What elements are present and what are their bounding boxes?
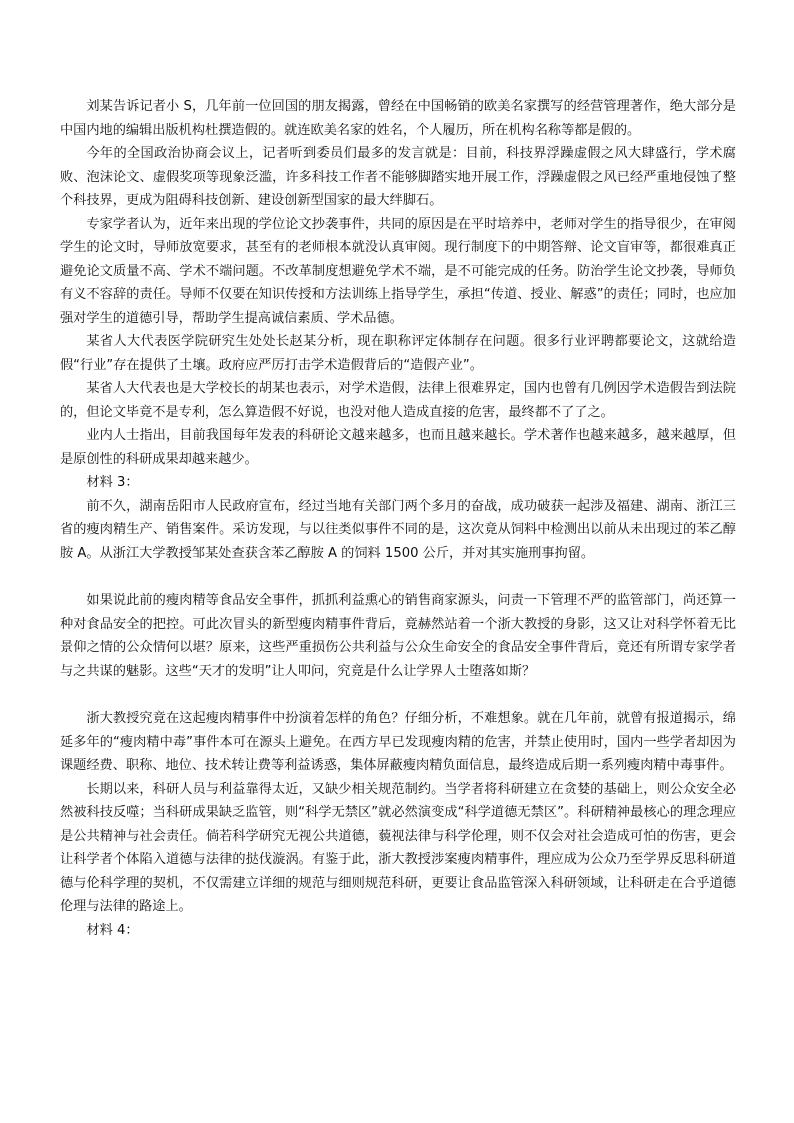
paragraph-food-safety: 如果说此前的瘦肉精等食品安全事件，抓抓利益熏心的销售商家源头，问责一下管理不严的监管部门，尚还算一种对食品安全的把控。可此次冒头的新型瘦肉精事件背后，竟赫然站着一个浙大教授的身影，这又让对科学怀着无比景仰之情的公众情何以堪？原来，这些严重损伤公共利益与公众生命安全的食品安全事件背后，竟还有所谓专家学者与之共谋的魅影。这些“天才的发明”让人叩问，究竟是什么让学界人士堕落如斯？ (60, 593, 736, 679)
paragraph-professor-role: 浙大教授究竟在这起瘦肉精事件中扮演着怎样的角色？仔细分析，不难想象。就在几年前，就曾有报道揭示，绵延多年的“瘦肉精中毒”事件本可在源头上避免。在西方早已发现瘦肉精的危害，并禁止使用时，国内一些学者却因为课题经费、职称、地位、技术转让费等利益诱惑，集体屏蔽瘦肉精负面信息，最终造成后期一系列瘦肉精中毒事件。 (60, 711, 736, 773)
paragraph-experts: 专家学者认为，近年来出现的学位论文抄袭事件，共同的原因是在平时培养中，老师对学生的指导很少，在审阅学生的论文时，导师放宽要求，甚至有的老师根本就没认真审阅。现行制度下的中期答辩、论文盲审等，都很难真正避免论文质量不高、学术不端问题。不改革制度想避免学术不端，是不可能完成的任务。防治学生论文抄袭，导师负有义不容辞的责任。导师不仅要在知识传授和方法训练上指导学生，承担“传道、授业、解惑”的责任；同时，也应加强对学生的道德引导，帮助学生提高诚信素质、学术品德。 (60, 216, 736, 326)
paragraph-zhao: 某省人大代表医学院研究生处处长赵某分析，现在职称评定体制存在问题。很多行业评聘都要论文，这就给造假“行业”存在提供了土壤。政府应严厉打击学术造假背后的“造假产业”。 (60, 334, 736, 373)
paragraph-yueyang-case: 前不久，湖南岳阳市人民政府宣布，经过当地有关部门两个多月的奋战，成功破获一起涉及福建、湖南、浙江三省的瘦肉精生产、销售案件。采访发现，与以往类似事件不同的是，这次竟从饲料中检测出以前从未出现过的苯乙醇胺 A。从浙江大学教授邹某处查获含苯乙醇胺 A 的饲料 1500 公斤，并对其实施刑事拘留。 (60, 498, 736, 561)
paragraph-research-ethics: 长期以来，科研人员与利益靠得太近，又缺少相关规范制约。当学者将科研建立在贪婪的基础上，则公众安全必然被科技反噬；当科研成果缺乏监管，则“科学无禁区”就必然演变成“科学道德无禁区”。科研精神最核心的理念理应是公共精神与社会责任。倘若科学研究无视公共道德，藐视法律与科学伦理，则不仅会对社会造成可怕的伤害，更会让科学者个体陷入道德与法律的挞伐漩涡。有鉴于此，浙大教授涉案瘦肉精事件，理应成为公众乃至学界反思科研道德与伦科学理的契机，不仅需建立详细的规范与细则规范科研，更要让食品监管深入科研领域，让科研走在合乎道德伦理与法律的路途上。 (60, 781, 736, 914)
material-3-label: 材料 3： (86, 475, 139, 490)
document-body (60, 95, 736, 942)
paragraph-hu: 某省人大代表也是大学校长的胡某也表示，对学术造假，法律上很难界定，国内也曾有几例因学术造假告到法院的，但论文毕竟不是专利，怎么算造假不好说，也没对他人造成直接的危害，最终都不了了之。 (60, 381, 736, 420)
material-4-label: 材料 4： (86, 922, 139, 938)
paragraph-foreign-books: 刘某告诉记者小 S，几年前一位回国的朋友揭露，曾经在中国畅销的欧美名家撰写的经营管理著作，绝大部分是中国内地的编辑出版机构杜撰造假的。就连欧美名家的姓名，个人履历，所在机构名称等都是假的。 (60, 99, 736, 138)
paragraph-insiders: 业内人士指出，目前我国每年发表的科研论文越来越多，也而且越来越长。学术著作也越来越多，越来越厚，但是原创性的科研成果却越来越少。 (60, 428, 736, 467)
paragraph-cppcc: 今年的全国政治协商会议上，记者听到委员们最多的发言就是：目前，科技界浮躁虚假之风大肆盛行，学术腐败、泡沫论文、虚假奖项等现象泛滥，许多科技工作者不能够脚踏实地开展工作，浮躁虚假之风已经严重地侵蚀了整个科技界，更成为阻碍科技创新、建设创新型国家的最大绊脚石。 (60, 146, 736, 208)
